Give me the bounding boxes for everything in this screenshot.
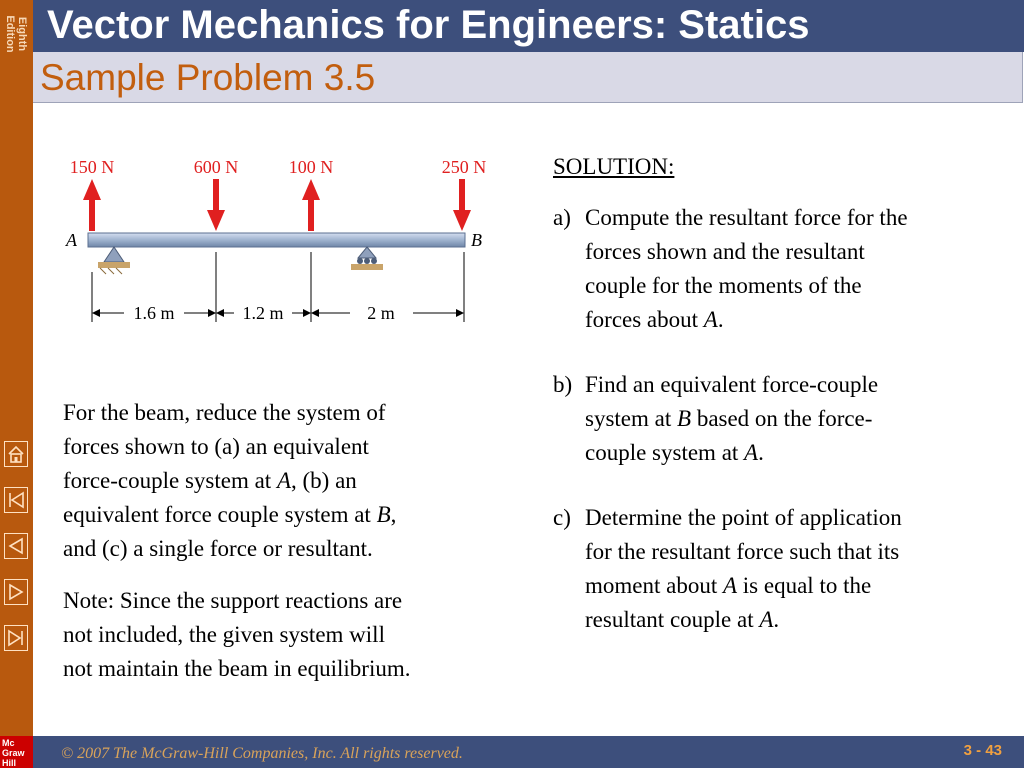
dimension-label-2: 1.2 m [242, 303, 284, 323]
step-line [585, 603, 990, 637]
variable-a: A [722, 573, 738, 598]
step-text-part: based on the force- [691, 406, 873, 431]
last-slide-button[interactable] [4, 625, 28, 651]
page-number: 3 - 43 [963, 742, 1002, 759]
dimension-label-1: 1.6 m [133, 303, 175, 323]
problem-line: and (c) a single force or resultant. [63, 536, 373, 561]
previous-slide-button[interactable] [4, 533, 28, 559]
step-text [585, 368, 990, 470]
next-slide-button[interactable] [4, 579, 28, 605]
mcgraw-hill-logo [0, 736, 33, 768]
last-slide-icon [5, 626, 27, 650]
variable-b: B [376, 502, 391, 527]
step-label: a) [553, 205, 571, 230]
step-line [585, 303, 990, 337]
note-line: not maintain the beam in equilibrium. [63, 656, 411, 681]
step-line: Determine the point of application [585, 505, 902, 530]
step-line [585, 402, 990, 436]
copyright-notice: © 2007 The McGraw-Hill Companies, Inc. All rights reserved. [61, 745, 463, 762]
problem-statement [63, 396, 503, 566]
pin-support [98, 247, 130, 274]
variable-a: A [276, 468, 292, 493]
first-slide-button[interactable] [4, 487, 28, 513]
step-text [585, 201, 990, 337]
force-label-2: 600 N [193, 157, 239, 177]
previous-slide-icon [5, 534, 27, 558]
subtitle-bar [33, 52, 1023, 103]
problem-line: forces shown to (a) an equivalent [63, 434, 369, 459]
step-text-part: . [717, 307, 724, 332]
problem-text: , (b) an [291, 468, 357, 493]
step-line: Find an equivalent force-couple [585, 372, 879, 397]
point-a-label: A [66, 230, 77, 250]
footer-bar [33, 736, 1024, 768]
problem-text: equivalent force couple system at [63, 502, 377, 527]
sidebar [0, 0, 33, 768]
force-arrow-150n [83, 179, 101, 231]
variable-a: A [744, 440, 759, 465]
force-label-4: 250 N [441, 157, 487, 177]
beam [88, 233, 465, 247]
problem-line [63, 464, 503, 498]
step-line [585, 436, 990, 470]
logo-line-1: Mc [2, 738, 15, 748]
step-line [585, 569, 990, 603]
dimension-label-3: 2 m [367, 303, 395, 323]
solution-heading: SOLUTION: [553, 154, 675, 179]
step-line: Compute the resultant force for the [585, 205, 908, 230]
note-line: Note: Since the support reactions are [63, 588, 403, 613]
step-text-part: is equal to the [737, 573, 872, 598]
force-label-1: 150 N [69, 157, 115, 177]
step-text-part: system at [585, 406, 677, 431]
step-label: b) [553, 372, 573, 397]
home-icon [5, 442, 27, 466]
logo-line-3: Hill [2, 758, 17, 768]
problem-line: For the beam, reduce the system of [63, 400, 386, 425]
force-arrow-250n [453, 179, 471, 231]
home-button[interactable] [4, 441, 28, 467]
note-line: not included, the given system will [63, 622, 385, 647]
step-line: for the resultant force such that its [585, 539, 900, 564]
header-bar [33, 0, 1024, 52]
step-text-part: forces about [585, 307, 704, 332]
force-arrow-100n [302, 179, 320, 231]
step-text-part: . [758, 440, 764, 465]
slide-title: Vector Mechanics for Engineers: Statics [47, 3, 810, 47]
logo-line-2: Graw [2, 748, 25, 758]
step-text-part: moment about [585, 573, 723, 598]
problem-note [63, 584, 503, 686]
step-line: couple for the moments of the [585, 273, 862, 298]
step-line: forces shown and the resultant [585, 239, 865, 264]
edition-line-1: Eighth [16, 16, 28, 52]
roller-support [351, 247, 383, 270]
step-text-part: resultant couple at [585, 607, 760, 632]
variable-a: A [759, 607, 774, 632]
step-text-part: . [773, 607, 780, 632]
next-slide-icon [5, 580, 27, 604]
step-label: c) [553, 505, 571, 530]
step-text [585, 501, 990, 637]
edition-label [0, 0, 33, 60]
force-arrow-600n [207, 179, 225, 231]
edition-line-2: Edition [4, 15, 16, 53]
point-b-label: B [471, 230, 482, 250]
problem-line [63, 498, 503, 532]
step-text-part: couple system at [585, 440, 745, 465]
variable-a: A [703, 307, 718, 332]
variable-b: B [677, 406, 692, 431]
force-label-3: 100 N [288, 157, 334, 177]
problem-text: , [390, 502, 397, 527]
beam-diagram [58, 150, 498, 335]
first-slide-icon [5, 488, 27, 512]
slide-subtitle: Sample Problem 3.5 [40, 57, 376, 98]
problem-text: force-couple system at [63, 468, 277, 493]
